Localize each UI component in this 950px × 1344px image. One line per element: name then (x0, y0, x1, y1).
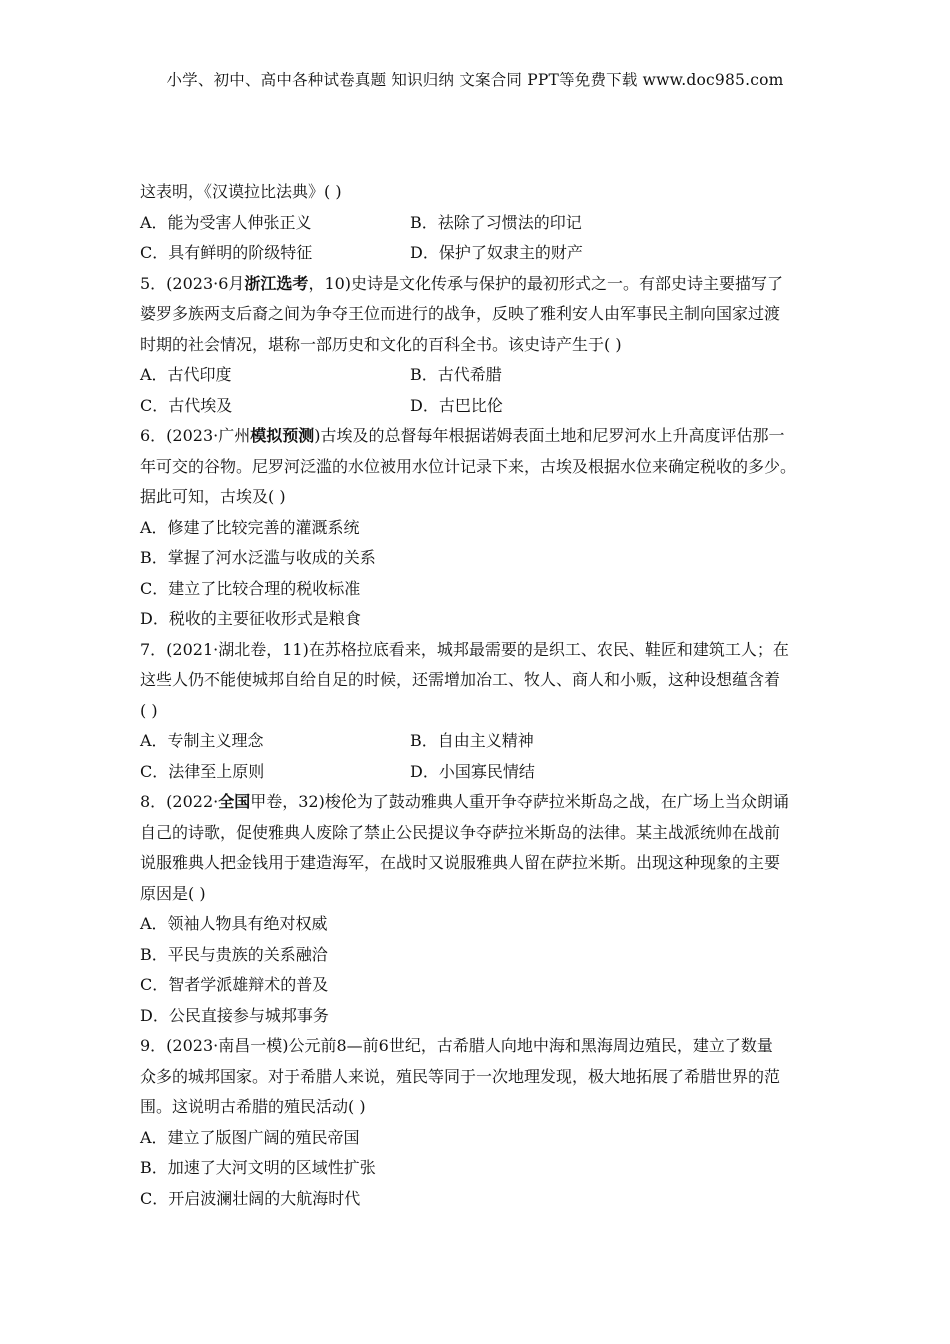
q7-options-row-2 (140, 757, 820, 788)
q9-option-b[interactable]: B．加速了大河文明的区域性扩张 (140, 1158, 376, 1177)
q9-option-a[interactable]: A．建立了版图广阔的殖民帝国 (140, 1127, 360, 1147)
q5-stem-line-2: 婆罗多族两支后裔之间为争夺王位而进行的战争，反映了雅利安人由军事民主制向国家过渡 (140, 304, 781, 323)
q9-option-c[interactable]: C．开启波澜壮阔的大航海时代 (140, 1188, 361, 1208)
q6-stem-line-3: 据此可知，古埃及( ) (140, 487, 286, 506)
q7-options-row-1 (140, 726, 820, 757)
q8-source-prefix: 8．(2022· (140, 792, 219, 811)
q7-option-b[interactable]: B．自由主义精神 (410, 731, 534, 750)
q8-option-d[interactable]: D．公民直接参与城邦事务 (140, 1005, 329, 1025)
q6-option-d[interactable]: D．税收的主要征收形式是粮食 (140, 609, 361, 628)
q5-option-b[interactable]: B．古代希腊 (410, 365, 502, 384)
q4-option-a[interactable]: A．能为受害人伸张正义 (140, 212, 312, 232)
q5-source-suffix: ，10)史诗是文化传承与保护的最初形式之一。有部史诗主要描写了 (308, 273, 784, 293)
q8-stem-line-3: 说服雅典人把金钱用于建造海军，在战时又说服雅典人留在萨拉米斯。出现这种现象的主要 (140, 853, 781, 872)
q8-option-c[interactable]: C．智者学派雄辩术的普及 (140, 975, 329, 994)
q4-options-row-1 (140, 208, 820, 239)
q5-options-row-1 (140, 360, 820, 391)
q7-stem-line-1: 7．(2021·湖北卷，11)在苏格拉底看来，城邦最需要的是织工、农民、鞋匠和建筑工人；在 (140, 639, 789, 659)
q6-source-suffix: )古埃及的总督每年根据诺姆表面土地和尼罗河水上升高度评估那一 (314, 426, 785, 445)
q9-stem-line-3: 围。这说明古希腊的殖民活动( ) (140, 1097, 366, 1116)
q8-source-suffix: 甲卷，32)梭伦为了鼓动雅典人重开争夺萨拉米斯岛之战，在广场上当众朗诵 (250, 792, 789, 811)
q4-option-d[interactable]: D．保护了奴隶主的财产 (410, 243, 583, 262)
q7-option-c[interactable]: C．法律至上原则 (140, 761, 265, 781)
exam-content (140, 177, 820, 1214)
q5-option-a[interactable]: A．古代印度 (140, 365, 232, 384)
q5-option-d[interactable]: D．古巴比伦 (410, 395, 503, 415)
q6-option-c[interactable]: C．建立了比较合理的税收标准 (140, 578, 361, 598)
page-header: 小学、初中、高中各种试卷真题 知识归纳 文案合同 PPT等免费下载 www.doc985.com (166, 71, 784, 89)
q5-options-row-2 (140, 391, 820, 422)
q8-stem-line-4: 原因是( ) (140, 883, 206, 903)
q6-stem-line-1 (140, 421, 820, 452)
q6-source-bold: 模拟预测 (250, 426, 315, 445)
q8-source-bold: 全国 (218, 792, 251, 811)
q6-stem-line-2: 年可交的谷物。尼罗河泛滥的水位被用水位计记录下来，古埃及根据水位来确定税收的多少。 (140, 456, 797, 476)
q4-stem-tail: 这表明，《汉谟拉比法典》( ) (140, 182, 342, 201)
q8-stem-line-2: 自己的诗歌，促使雅典人废除了禁止公民提议争夺萨拉米斯岛的法律。某主战派统帅在战前 (140, 822, 781, 842)
q7-option-d[interactable]: D．小国寡民情结 (410, 761, 535, 781)
q6-source-prefix: 6．(2023·广州 (140, 426, 251, 445)
q6-option-a[interactable]: A．修建了比较完善的灌溉系统 (140, 517, 360, 537)
q5-stem-line-3: 时期的社会情况，堪称一部历史和文化的百科全书。该史诗产生于( ) (140, 334, 622, 354)
q5-source-bold: 浙江选考 (244, 273, 309, 293)
q8-option-a[interactable]: A．领袖人物具有绝对权威 (140, 914, 328, 933)
q4-option-c[interactable]: C．具有鲜明的阶级特征 (140, 243, 313, 262)
q5-option-c[interactable]: C．古代埃及 (140, 395, 233, 415)
q7-stem-line-3: ( ) (140, 700, 158, 720)
q5-source-prefix: 5．(2023·6月 (140, 273, 245, 293)
q8-option-b[interactable]: B．平民与贵族的关系融洽 (140, 944, 328, 964)
q7-stem-line-2: 这些人仍不能使城邦自给自足的时候，还需增加冶工、牧人、商人和小贩，这种设想蕴含着 (140, 670, 781, 689)
q5-stem-line-1 (140, 269, 820, 300)
q7-option-a[interactable]: A．专制主义理念 (140, 731, 264, 750)
q4-options-row-2 (140, 238, 820, 269)
q9-stem-line-2: 众多的城邦国家。对于希腊人来说，殖民等同于一次地理发现，极大地拓展了希腊世界的范 (140, 1066, 781, 1086)
q8-stem-line-1 (140, 787, 820, 818)
q6-option-b[interactable]: B．掌握了河水泛滥与收成的关系 (140, 548, 376, 567)
q4-option-b[interactable]: B．祛除了习惯法的印记 (410, 212, 582, 232)
q9-stem-line-1: 9．(2023·南昌一模)公元前8—前6世纪，古希腊人向地中海和黑海周边殖民，建立了数量 (140, 1036, 773, 1055)
